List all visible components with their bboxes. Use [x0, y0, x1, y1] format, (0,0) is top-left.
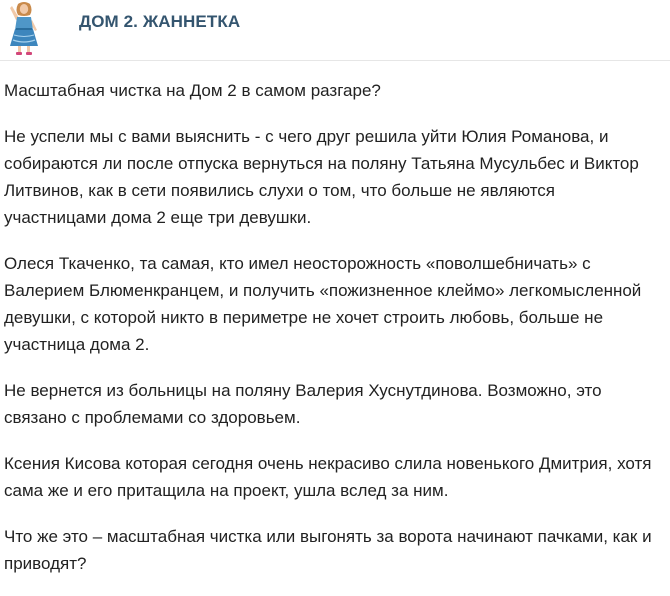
article-body [4, 77, 666, 596]
text-line: Масштабная чистка на Дом 2 в самом разгаре? [4, 81, 381, 100]
text-line: приводят? [4, 554, 87, 573]
text-line: участницами дома 2 еще три девушки. [4, 208, 312, 227]
header-divider [0, 60, 670, 61]
article-paragraph [4, 377, 666, 431]
text-line: участница дома 2. [4, 335, 150, 354]
article-paragraph [4, 523, 666, 577]
text-line: Что же это – масштабная чистка или выгонять за ворота начинают пачками, как и [4, 527, 652, 546]
article-paragraph [4, 123, 666, 231]
channel-title[interactable]: ДОМ 2. ЖАННЕТКА [79, 12, 241, 31]
article-paragraph [4, 450, 666, 504]
article-paragraph [4, 77, 666, 104]
text-line: Валерием Блюменкранцем, и получить «пожизненное клеймо» легкомысленной [4, 281, 642, 300]
text-line: Не успели мы с вами выяснить - с чего друг решила уйти Юлия Романова, и [4, 127, 609, 146]
text-line: Не вернется из больницы на поляну Валерия Хуснутдинова. Возможно, это [4, 381, 602, 400]
text-line: собираются ли после отпуска вернуться на поляну Татьяна Мусульбес и Виктор [4, 154, 639, 173]
article-paragraph [4, 250, 666, 358]
text-line: Ксения Кисова которая сегодня очень некрасиво слила новенького Дмитрия, хотя [4, 454, 652, 473]
text-line: Олеся Ткаченко, та самая, кто имел неосторожность «поволшебничать» с [4, 254, 591, 273]
text-line: девушки, с которой никто в периметре не хочет строить любовь, больше не [4, 308, 604, 327]
channel-header [0, 0, 670, 60]
text-line: сама же и его притащила на проект, ушла вслед за ним. [4, 481, 449, 500]
text-line: связано с проблемами со здоровьем. [4, 408, 301, 427]
woman-in-blue-dress-avatar-icon[interactable] [2, 0, 46, 56]
text-line: Литвинов, как в сети появились слухи о том, что больше не являются [4, 181, 556, 200]
